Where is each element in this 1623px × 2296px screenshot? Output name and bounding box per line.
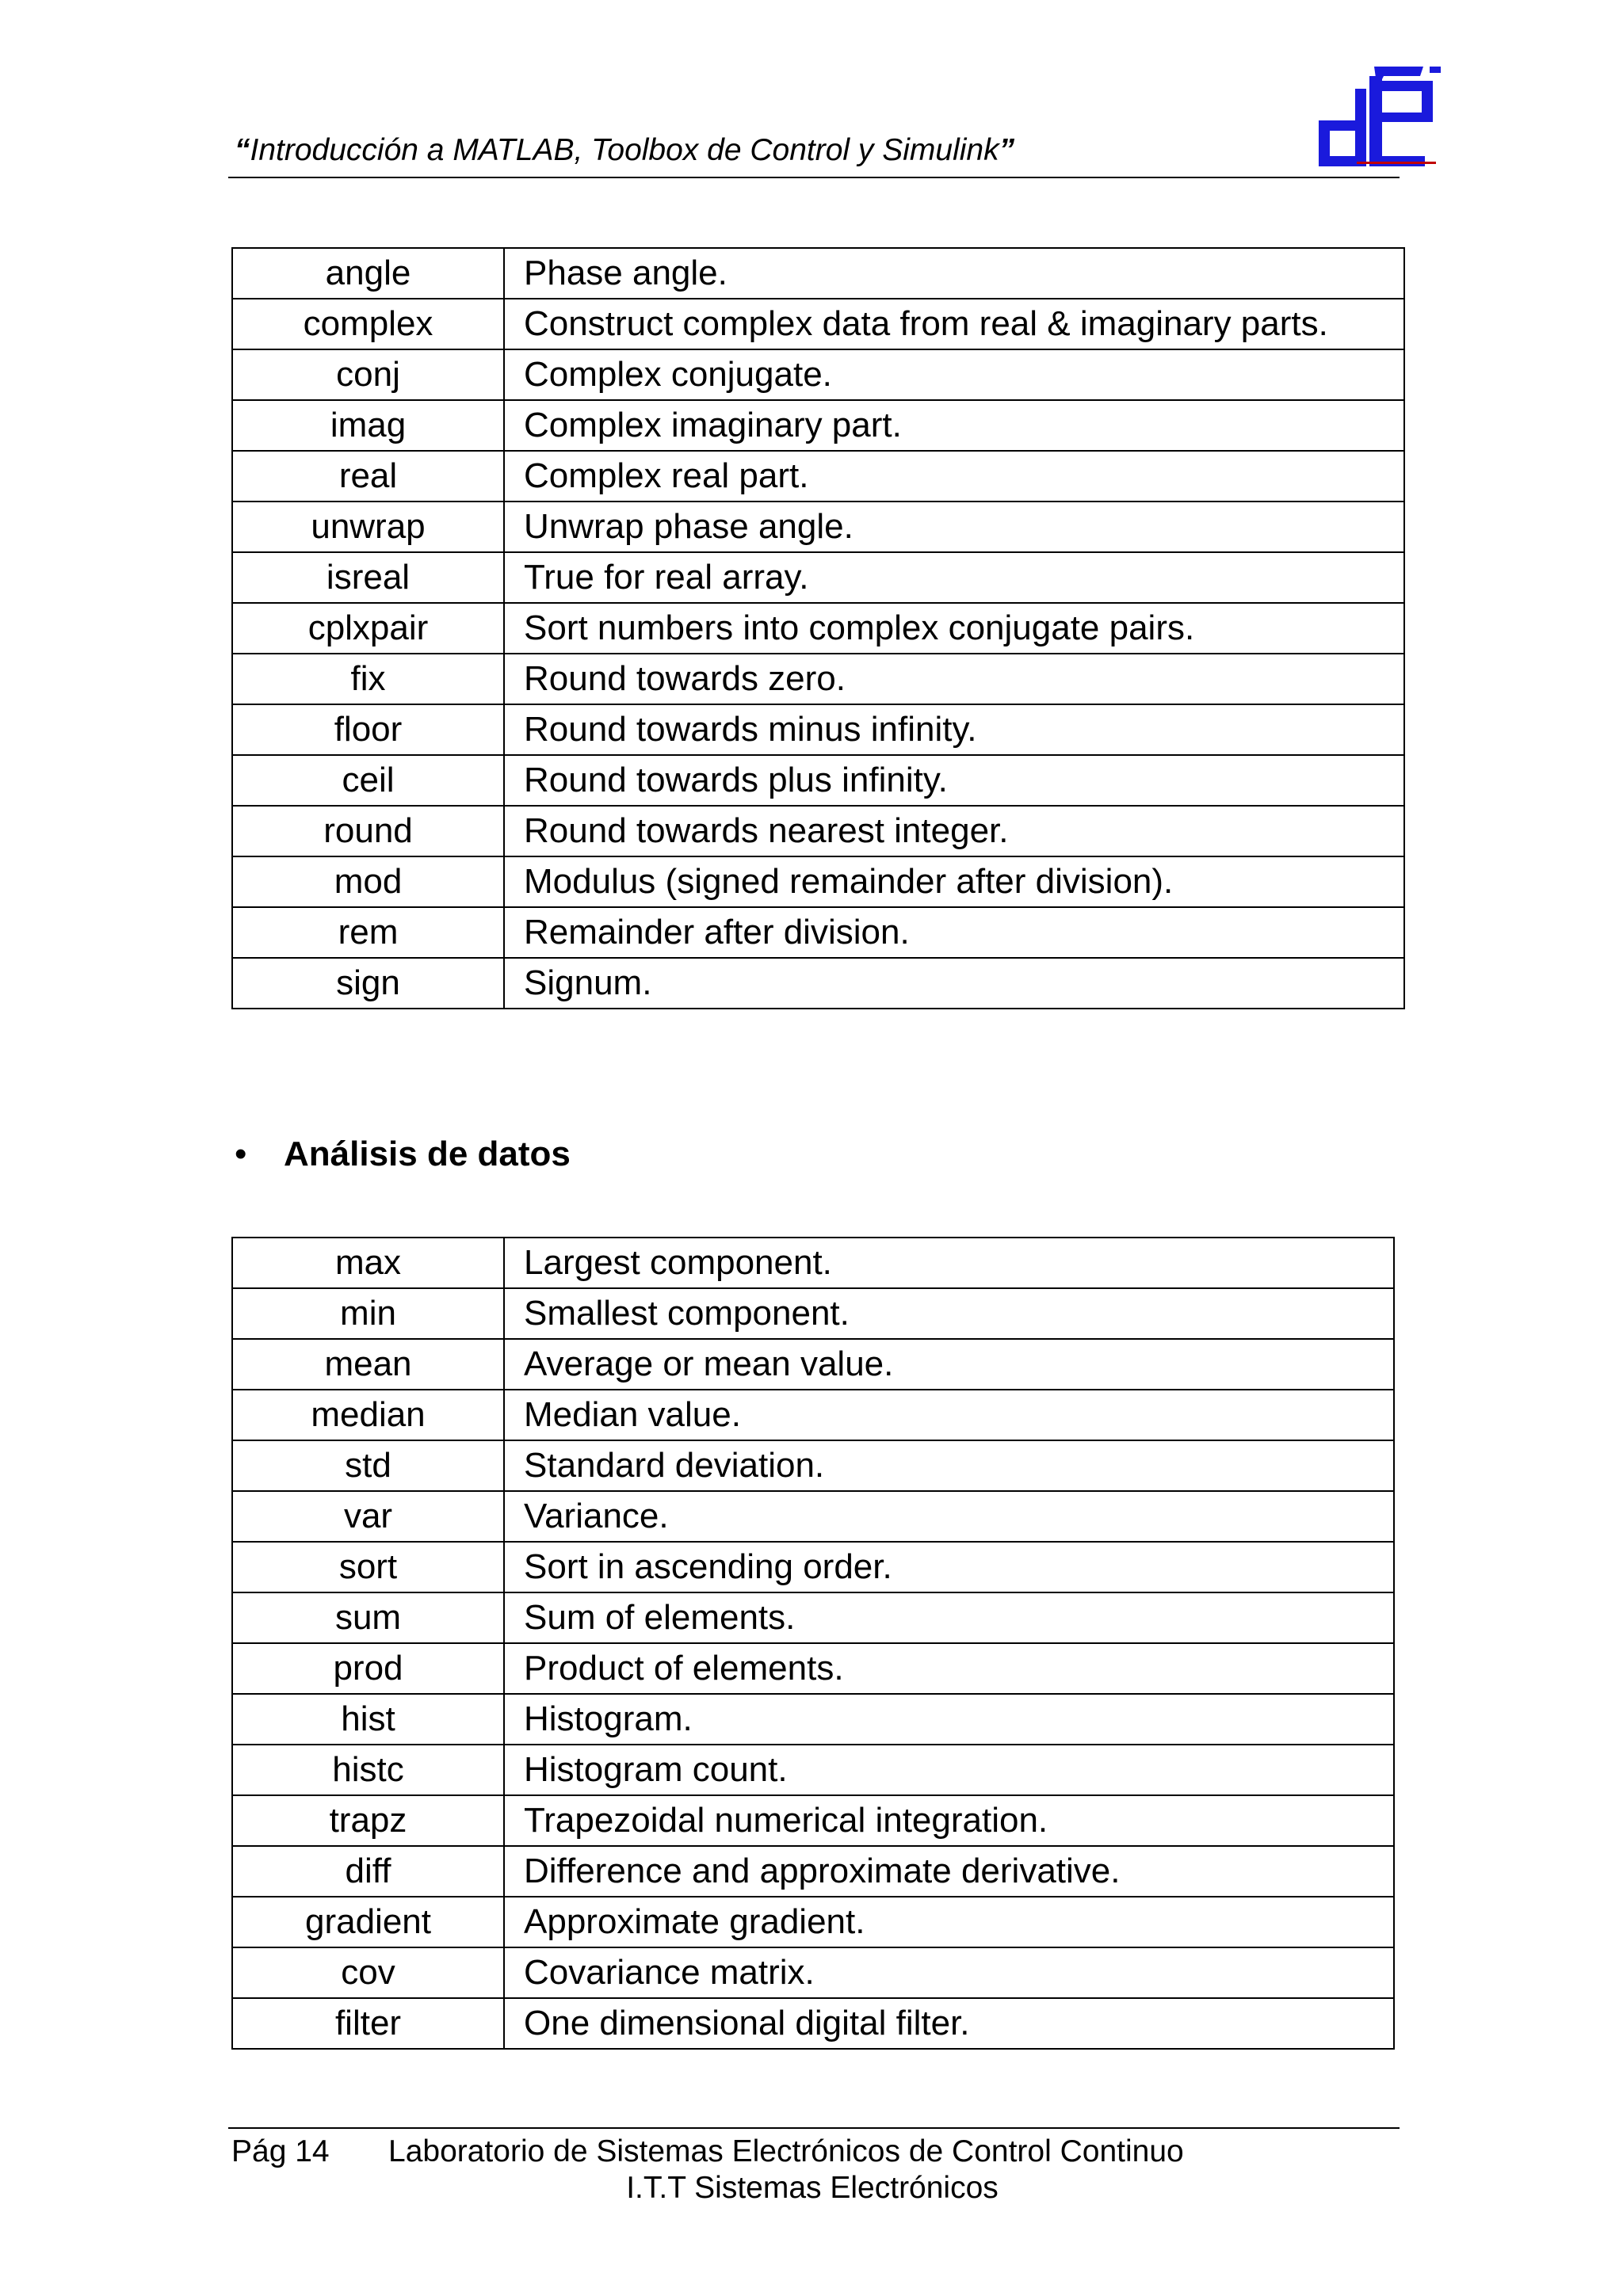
table-row: [232, 349, 1404, 400]
function-description: One dimensional digital filter.: [504, 1998, 1394, 2049]
function-name: complex: [232, 299, 504, 349]
function-description: Approximate gradient.: [504, 1897, 1394, 1947]
table-row: [232, 1998, 1394, 2049]
function-name: prod: [232, 1643, 504, 1694]
table-row: [232, 502, 1404, 552]
table-row: [232, 1440, 1394, 1491]
function-description: Complex real part.: [504, 451, 1404, 502]
function-name: diff: [232, 1846, 504, 1897]
function-description: Remainder after division.: [504, 907, 1404, 958]
function-description: Unwrap phase angle.: [504, 502, 1404, 552]
function-name: angle: [232, 248, 504, 299]
function-description: Product of elements.: [504, 1643, 1394, 1694]
function-description: Trapezoidal numerical integration.: [504, 1795, 1394, 1846]
function-description: Histogram count.: [504, 1745, 1394, 1795]
function-name: sort: [232, 1542, 504, 1592]
table-row: [232, 1238, 1394, 1288]
function-name: sum: [232, 1592, 504, 1643]
table-row: [232, 1745, 1394, 1795]
function-name: max: [232, 1238, 504, 1288]
table-row: [232, 856, 1404, 907]
header-close-quote: ”: [999, 133, 1015, 167]
function-name: fix: [232, 654, 504, 704]
table-row: [232, 299, 1404, 349]
table-row: [232, 907, 1404, 958]
function-name: mod: [232, 856, 504, 907]
table-row: [232, 1694, 1394, 1745]
table-row: [232, 1897, 1394, 1947]
function-name: sign: [232, 958, 504, 1009]
function-description: Sum of elements.: [504, 1592, 1394, 1643]
function-name: imag: [232, 400, 504, 451]
function-description: Histogram.: [504, 1694, 1394, 1745]
function-description: Phase angle.: [504, 248, 1404, 299]
table-row: [232, 806, 1404, 856]
header-rule: [228, 177, 1400, 178]
header-open-quote: “: [235, 133, 250, 167]
table-row: [232, 1643, 1394, 1694]
header-title-text: Introducción a MATLAB, Toolbox de Control y Simulink: [250, 133, 999, 167]
section-heading: [235, 1135, 571, 1174]
function-name: rem: [232, 907, 504, 958]
function-name: cplxpair: [232, 603, 504, 654]
function-name: trapz: [232, 1795, 504, 1846]
function-description: Sort numbers into complex conjugate pairs.: [504, 603, 1404, 654]
table-row: [232, 654, 1404, 704]
table-row: [232, 704, 1404, 755]
function-description: Difference and approximate derivative.: [504, 1846, 1394, 1897]
table-row: [232, 400, 1404, 451]
function-description: Complex imaginary part.: [504, 400, 1404, 451]
function-name: cov: [232, 1947, 504, 1998]
table-row: [232, 552, 1404, 603]
table-row: [232, 1592, 1394, 1643]
functions-table-data-analysis: [231, 1237, 1395, 2050]
table-row: [232, 248, 1404, 299]
function-description: Average or mean value.: [504, 1339, 1394, 1390]
function-name: unwrap: [232, 502, 504, 552]
function-description: True for real array.: [504, 552, 1404, 603]
table-row: [232, 1390, 1394, 1440]
function-description: Median value.: [504, 1390, 1394, 1440]
function-description: Covariance matrix.: [504, 1947, 1394, 1998]
table-row: [232, 1491, 1394, 1542]
table-row: [232, 451, 1404, 502]
function-name: histc: [232, 1745, 504, 1795]
function-description: Sort in ascending order.: [504, 1542, 1394, 1592]
function-name: mean: [232, 1339, 504, 1390]
function-name: gradient: [232, 1897, 504, 1947]
function-name: hist: [232, 1694, 504, 1745]
bullet-icon: •: [235, 1135, 247, 1173]
table-row: [232, 1542, 1394, 1592]
function-description: Round towards nearest integer.: [504, 806, 1404, 856]
footer-degree-name: I.T.T Sistemas Electrónicos: [626, 2171, 999, 2205]
function-name: ceil: [232, 755, 504, 806]
function-description: Variance.: [504, 1491, 1394, 1542]
function-name: min: [232, 1288, 504, 1339]
function-description: Construct complex data from real & imaginary parts.: [504, 299, 1404, 349]
function-name: real: [232, 451, 504, 502]
table-row: [232, 958, 1404, 1009]
function-description: Smallest component.: [504, 1288, 1394, 1339]
functions-table-complex-math: [231, 247, 1405, 1009]
function-description: Modulus (signed remainder after division).: [504, 856, 1404, 907]
function-name: filter: [232, 1998, 504, 2049]
header-title: [235, 133, 1014, 168]
function-name: conj: [232, 349, 504, 400]
footer-lab-name: Laboratorio de Sistemas Electrónicos de Control Continuo: [388, 2134, 1184, 2168]
function-description: Round towards plus infinity.: [504, 755, 1404, 806]
table-row: [232, 755, 1404, 806]
function-description: Standard deviation.: [504, 1440, 1394, 1491]
table-row: [232, 1339, 1394, 1390]
function-description: Round towards minus infinity.: [504, 704, 1404, 755]
department-logo-icon: [1319, 65, 1445, 171]
function-description: Signum.: [504, 958, 1404, 1009]
function-description: Largest component.: [504, 1238, 1394, 1288]
footer-rule: [228, 2127, 1400, 2129]
function-name: var: [232, 1491, 504, 1542]
function-description: Complex conjugate.: [504, 349, 1404, 400]
function-name: median: [232, 1390, 504, 1440]
table-row: [232, 603, 1404, 654]
table-row: [232, 1846, 1394, 1897]
footer-page-number: Pág 14: [231, 2134, 330, 2168]
section-heading-text: Análisis de datos: [284, 1135, 571, 1173]
table-row: [232, 1795, 1394, 1846]
function-name: round: [232, 806, 504, 856]
function-name: std: [232, 1440, 504, 1491]
function-description: Round towards zero.: [504, 654, 1404, 704]
table-row: [232, 1947, 1394, 1998]
table-row: [232, 1288, 1394, 1339]
function-name: isreal: [232, 552, 504, 603]
function-name: floor: [232, 704, 504, 755]
